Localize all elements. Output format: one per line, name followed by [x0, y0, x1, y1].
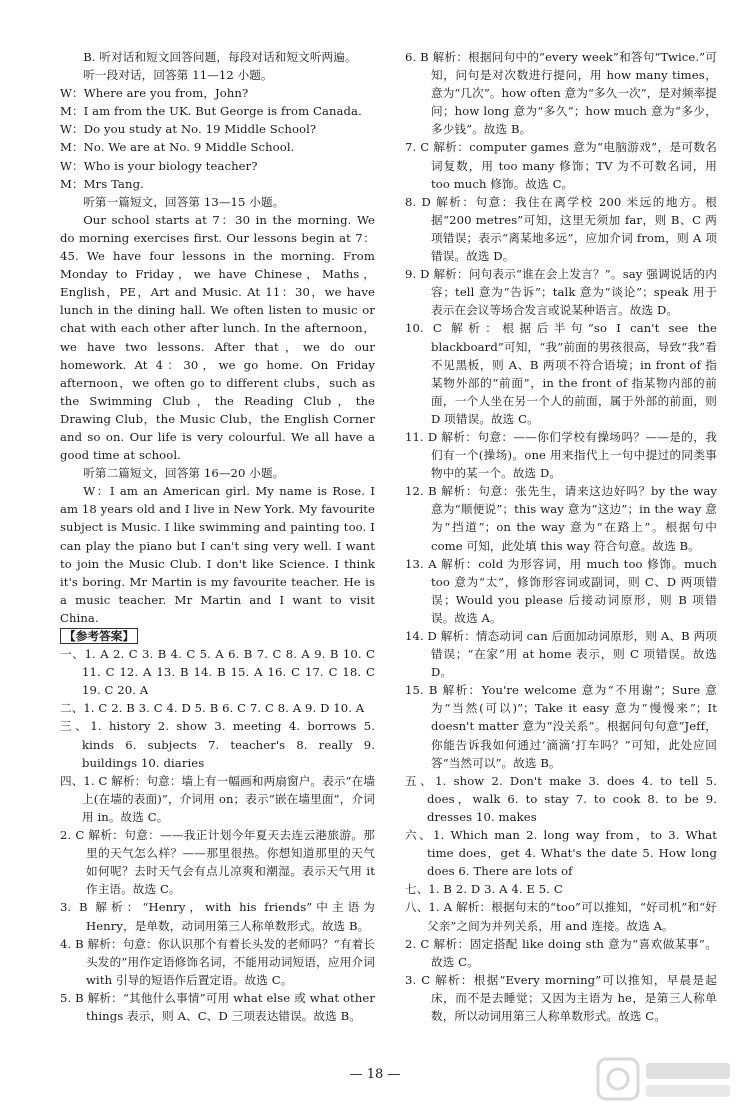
left-column — [60, 48, 375, 1025]
left-paragraph: 一、1. A 2. C 3. B 4. C 5. A 6. B 7. C 8. A 9. B 10. C 11. C 12. A 13. B 14. B 15. A 16. C 17. C 18. C 19. C 20. A — [60, 647, 375, 698]
left-paragraph: W：Where are you from，John? — [60, 86, 249, 101]
left-paragraph: B. 听对话和短文回答问题，每段对话和短文听两遍。 — [83, 50, 357, 64]
left-paragraph: 3. B 解析：“Henry，with his friends”中主语为 Henry，是单数，动词用第三人称单数形式。故选 B。 — [60, 900, 375, 933]
left-paragraph: M：No. We are at No. 9 Middle School. — [60, 140, 295, 155]
left-paragraph: 三、1. history 2. show 3. meeting 4. borrows 5. kinds 6. subjects 7. teacher's 8. really 9. buildings 10. diaries — [60, 719, 375, 770]
left-paragraph — [60, 627, 375, 645]
left-paragraph: W：Who is your biology teacher? — [60, 158, 258, 173]
left-paragraph: Our school starts at 7：30 in the morning. We do morning exercises first. Our lessons begin at 7：45. We have four lessons in the morning. From Monday to Friday，we have Chinese，Maths，English，PE，Art and Music. At 11：30，we have lunch in the dining hall. We often listen to music or chat with each other after lunch. In the afternoon，we have two lessons. After that，we do our homework. At 4：30，we go home. On Friday afternoon，we often go to different clubs，such as the Swimming Club，the Reading Club，the Drawing Club，the Music Club，the English Corner and so on. Our life is very colourful. We all have a good time at school. — [60, 212, 375, 463]
left-paragraph: W：I am an American girl. My name is Rose. I am 18 years old and I live in New York. My favourite subject is Music. I like swimming and painting too. I can play the piano but I can't sing very well. I want to join the Music Club. I don't like Science. I think it's boring. Mr Martin is my favourite teacher. He is a music teacher. Mr Martin and I want to visit China. — [60, 484, 375, 625]
left-paragraph: W：Do you study at No. 19 Middle School? — [60, 122, 317, 137]
right-paragraph: 2. C 解析：固定搭配 like doing sth 意为“喜欢做某事”。故选 C。 — [405, 936, 717, 969]
left-paragraph: 听第二篇短文，回答第 16—20 小题。 — [83, 466, 285, 481]
answer-key-heading: 【参考答案】 — [60, 628, 138, 644]
right-paragraph: 3. C 解析：根据“Every morning”可以推知，早晨是起床，而不是去睡觉；又因为主语为 he，是第三人称单数，所以动词用第三人称单数形式。故选 C。 — [405, 972, 717, 1023]
right-paragraph: 八、1. A 解析：根据句末的“too”可以推知，“好司机”和“好父亲”之间为并列关系，用 and 连接。故选 A。 — [405, 900, 717, 933]
left-paragraph: 二、1. C 2. B 3. C 4. D 5. B 6. C 7. C 8. A 9. D 10. A — [60, 701, 365, 716]
right-paragraph: 七、1. B 2. D 3. A 4. E 5. C — [405, 882, 563, 897]
right-paragraph: 6. B 解析：根据问句中的“every week”和答句“Twice.”可知，问句是对次数进行提问，用 how many times，意为“几次”。how often 意为“多久一次”，是对频率提问；how long 意为“多久”；how much 意为“多少，多少钱”。故选 B。 — [405, 50, 717, 137]
right-paragraph: 五、1. show 2. Don't make 3. does 4. to tell 5. does，walk 6. to stay 7. to cook 8. to be 9. dresses 10. makes — [405, 773, 717, 824]
watermark-logo — [596, 1055, 736, 1103]
left-paragraph: 四、1. C 解析：句意：墙上有一幅画和两扇窗户。表示“在墙上(在墙的表面)”，介词用 on；表示“嵌在墙里面”，介词用 in。故选 C。 — [60, 773, 375, 824]
left-paragraph: 4. B 解析：句意：你认识那个有着长头发的老师吗？“有着长头发的”用作定语修饰名词，不能用动词短语，应用介词 with 引导的短语作后置定语。故选 C。 — [60, 936, 375, 987]
right-paragraph: 11. D 解析：句意：——你们学校有操场吗？——是的，我们有一个(操场)。one 用来指代上一句中提过的同类事物中的某一个。故选 D。 — [405, 429, 717, 481]
right-paragraph: 13. A 解析：cold 为形容词，用 much too 修饰。much too 意为“太”，修饰形容词或副词，则 C、D 两项错误；Would you please 后接动词原形，则 B 项错误。故选 A。 — [405, 556, 717, 625]
right-column — [405, 48, 717, 1025]
right-paragraph: 15. B 解析：You're welcome 意为“不用谢”；Sure 意为“当然(可以)”；Take it easy 意为“慢慢来”；It doesn't matter 意为“没关系”。根据问句句意“Jeff，你能告诉我如何通过‘滴滴’打车吗？”可知，此处应回答“当然可以”。故选 B。 — [405, 683, 717, 770]
left-paragraph: 听一段对话，回答第 11—12 小题。 — [83, 68, 273, 83]
right-paragraph: 12. B 解析：句意：张先生，请来这边好吗？by the way 意为“顺便说”；this way 意为“这边”；in the way 意为“挡道”；on the way 意为“在路上”。根据句中 come 可知，此处填 this way 符合句意。故选 B。 — [405, 484, 717, 553]
left-paragraph: M：I am from the UK. But George is from Canada. — [60, 104, 362, 119]
page-number: — 18 — — [349, 1067, 401, 1082]
left-paragraph: 听第一篇短文，回答第 13—15 小题。 — [83, 194, 285, 209]
left-paragraph: 2. C 解析：句意：——我正计划今年夏天去连云港旅游。那里的天气怎么样？——那里很热。你想知道那里的天气如何呢？去时天气会有点儿凉爽和潮湿。表示天气用 it 作主语。故选 C。 — [60, 828, 375, 897]
right-paragraph: 7. C 解析：computer games 意为“电脑游戏”，是可数名词复数，用 too many 修饰；TV 为不可数名词，用 too much 修饰。故选 C。 — [405, 140, 717, 191]
right-paragraph: 8. D 解析：句意：我住在离学校 200 米远的地方。根据“200 metres”可知，这里无须加 far，则 B、C 两项错误；表示“离某地多远”，应加介词 from，则 A 项错误。故选 D。 — [405, 194, 717, 264]
right-paragraph: 六、1. Which man 2. long way from，to 3. What time does，get 4. What's the date 5. How long does 6. There are lots of — [405, 828, 717, 879]
left-paragraph: 5. B 解析：“其他什么事情”可用 what else 或 what other things 表示，则 A、C、D 三项表达错误。故选 B。 — [60, 990, 375, 1023]
right-paragraph: 14. D 解析：情态动词 can 后面加动词原形，则 A、B 两项错误；“在家”用 at home 表示，则 C 项错误。故选 D。 — [405, 629, 717, 680]
left-paragraph: M：Mrs Tang. — [60, 176, 144, 191]
right-paragraph: 10. C 解析：根据后半句“so I can't see the blackboard”可知，“我”前面的男孩很高，导致“我”看不见黑板，则 A、B 两项不符合语境；in front of 指某物外部的“前面”，in the front of 指某物内部的前面，一个人坐在另一个人的前面，属于外部的前面，则 D 项错误。故选 C。 — [405, 321, 717, 426]
right-paragraph: 9. D 解析：问句表示“谁在会上发言？”。say 强调说话的内容；tell 意为“告诉”；talk 意为“谈论”；speak 用于表示在会议等场合发言或说某种语言。故选 D。 — [405, 267, 717, 318]
